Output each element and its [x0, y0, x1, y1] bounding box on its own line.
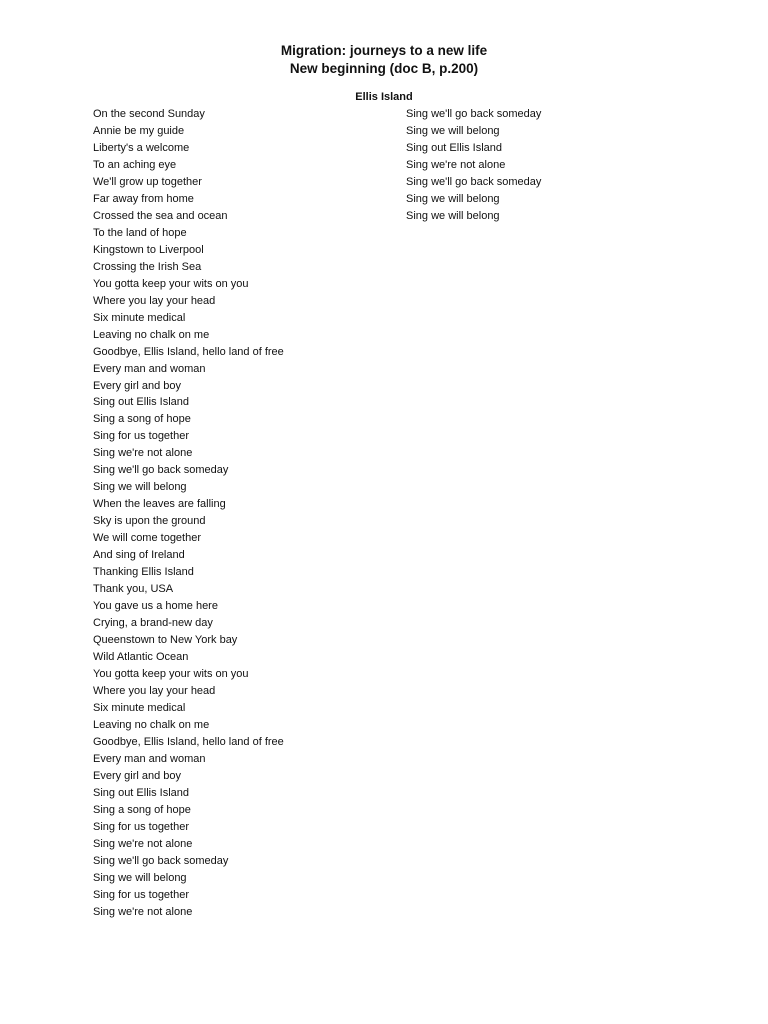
lyric-line: Sing we'll go back someday	[406, 175, 542, 188]
lyric-line: Sing we will belong	[406, 209, 500, 222]
lyric-line: When the leaves are falling	[93, 498, 226, 511]
lyric-line: Wild Atlantic Ocean	[93, 651, 189, 663]
lyric-line: Leaving no chalk on me	[93, 328, 210, 341]
lyric-line: Kingstown to Liverpool	[93, 243, 204, 256]
lyric-line: Every girl and boy	[93, 379, 182, 392]
lyric-line: Every man and woman	[93, 752, 206, 765]
lyric-line: Crying, a brand-new day	[93, 617, 213, 630]
lyric-line: Annie be my guide	[93, 124, 185, 137]
lyric-line: Sing out Ellis Island	[406, 141, 502, 154]
lyric-line: Goodbye, Ellis Island, hello land of free	[93, 345, 284, 358]
document-title: Migration: journeys to a new life	[280, 43, 488, 58]
lyric-line: To an aching eye	[93, 158, 177, 171]
lyric-line: Every girl and boy	[93, 769, 182, 782]
lyric-line: Leaving no chalk on me	[93, 718, 210, 731]
lyric-line: Sing we will belong	[93, 481, 187, 494]
section-heading: Ellis Island	[355, 91, 413, 103]
lyric-line: Goodbye, Ellis Island, hello land of free	[93, 735, 284, 748]
lyric-line: Sing we're not alone	[406, 158, 506, 171]
lyric-line: Every man and woman	[93, 362, 206, 375]
lyric-line: You gave us a home here	[93, 600, 218, 613]
lyric-line: On the second Sunday	[93, 108, 205, 120]
lyric-line: Where you lay your head	[93, 684, 216, 697]
lyric-line: Sing out Ellis Island	[93, 786, 189, 799]
lyric-line: Sing we'll go back someday	[406, 108, 542, 120]
lyric-line: Six minute medical	[93, 311, 186, 324]
lyric-line: Sing we will belong	[406, 192, 500, 205]
lyric-line: Thank you, USA	[93, 583, 174, 596]
lyric-line: We'll grow up together	[93, 175, 202, 188]
lyrics-left-column	[93, 106, 393, 921]
lyric-line: Sing we're not alone	[93, 905, 193, 918]
lyric-line: Sing we will belong	[93, 871, 187, 884]
lyric-line: Sing out Ellis Island	[93, 396, 189, 409]
lyric-line: Sing we're not alone	[93, 837, 193, 850]
lyric-line: Far away from home	[93, 192, 194, 205]
lyric-line: Sing we will belong	[406, 124, 500, 137]
lyric-line: Sing a song of hope	[93, 803, 191, 816]
lyric-line: Sing we'll go back someday	[93, 854, 229, 867]
document-subtitle: New beginning (doc B, p.200)	[289, 61, 479, 76]
lyric-line: Sing a song of hope	[93, 413, 191, 426]
lyric-line: Sing for us together	[93, 820, 190, 833]
lyric-line: Liberty's a welcome	[93, 141, 190, 154]
lyric-line: Queenstown to New York bay	[93, 634, 238, 647]
lyric-line: Crossing the Irish Sea	[93, 260, 202, 273]
lyric-line: You gotta keep your wits on you	[93, 277, 249, 290]
lyrics-right-column	[406, 106, 706, 225]
lyric-line: Sing we're not alone	[93, 447, 193, 460]
title-block	[0, 42, 768, 78]
lyric-line: Thanking Ellis Island	[93, 566, 194, 579]
lyric-line: Sing we'll go back someday	[93, 464, 229, 477]
lyric-line: Sing for us together	[93, 430, 190, 443]
lyric-line: Crossed the sea and ocean	[93, 209, 228, 222]
lyric-line: Sing for us together	[93, 888, 190, 901]
lyric-line: We will come together	[93, 532, 202, 545]
lyric-line: Six minute medical	[93, 701, 186, 714]
lyric-line: You gotta keep your wits on you	[93, 667, 249, 680]
lyric-line: To the land of hope	[93, 226, 187, 239]
lyric-line: Sky is upon the ground	[93, 515, 206, 528]
lyric-line: And sing of Ireland	[93, 549, 185, 562]
lyric-line: Where you lay your head	[93, 294, 216, 307]
